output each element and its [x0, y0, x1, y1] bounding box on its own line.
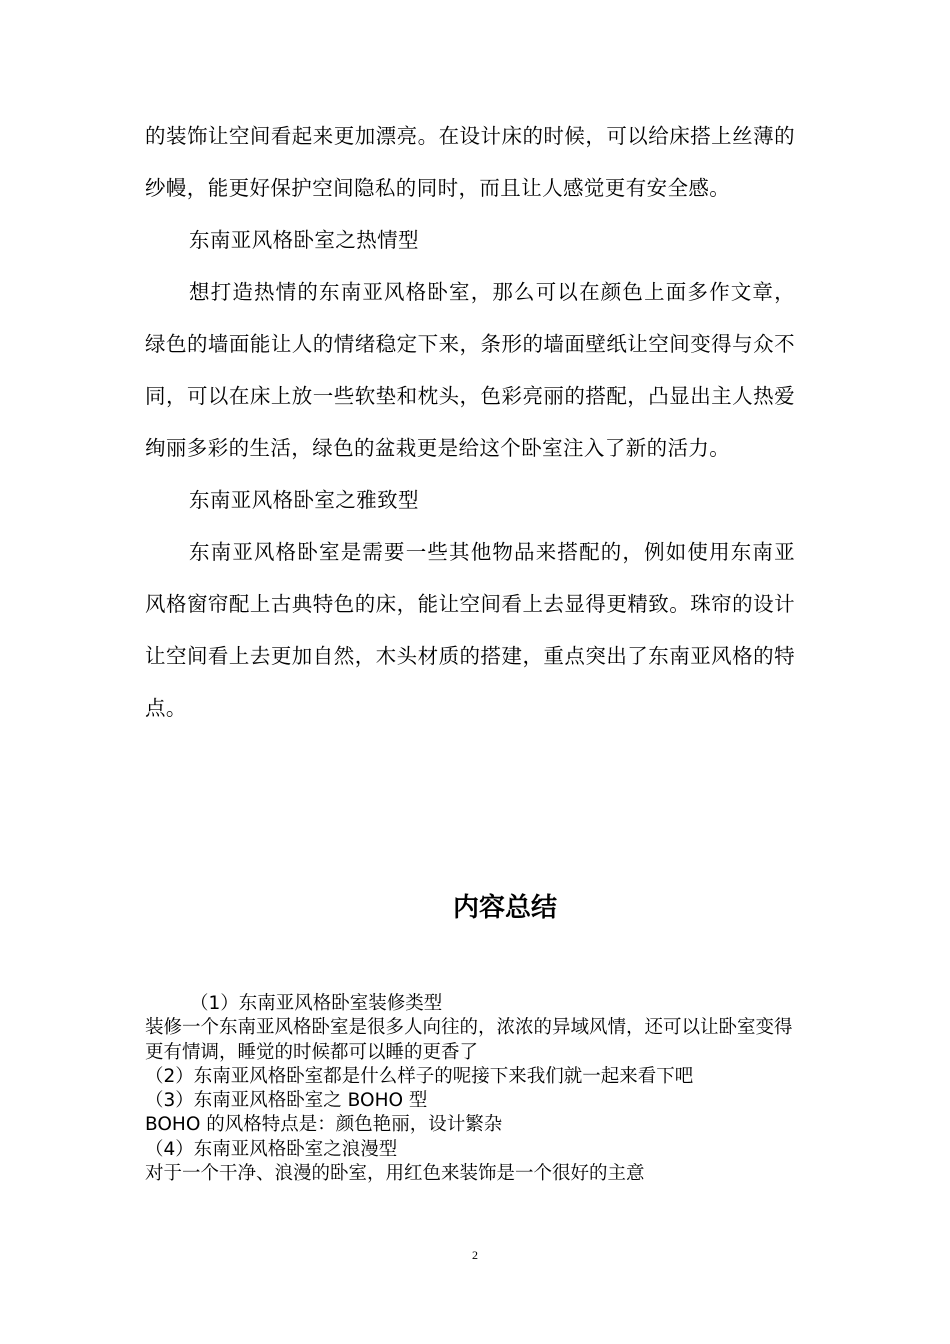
summary-line: （3）东南亚风格卧室之 BOHO 型	[145, 1090, 428, 1112]
summary-line: 对于一个干净、浪漫的卧室，用红色来装饰是一个很好的主意	[145, 1163, 645, 1185]
summary-line: （1）东南亚风格卧室装修类型	[190, 993, 443, 1014]
page-number: 2	[472, 1248, 478, 1262]
summary-line: 装修一个东南亚风格卧室是很多人向往的，浓浓的异域风情，还可以让卧室变得更有情调，睡觉的时候都可以睡的更香了	[145, 1017, 793, 1063]
summary-line: （2）东南亚风格卧室都是什么样子的呢接下来我们就一起来看下吧	[145, 1065, 694, 1087]
heading-passionate-style: 东南亚风格卧室之热情型	[189, 228, 419, 252]
paragraph-elegant-style: 东南亚风格卧室是需要一些其他物品来搭配的，例如使用东南亚风格窗帘配上古典特色的床，能让空间看上去显得更精致。珠帘的设计让空间看上去更加自然，木头材质的搭建，重点突出了东南亚风格的特点。	[145, 540, 795, 720]
summary-list	[145, 992, 805, 1186]
summary-title: 内容总结	[452, 893, 557, 923]
body-section	[145, 110, 795, 734]
paragraph-bed-decoration: 的装饰让空间看起来更加漂亮。在设计床的时候，可以给床搭上丝薄的纱幔，能更好保护空间隐私的同时，而且让人感觉更有安全感。	[145, 124, 795, 200]
paragraph-passionate-style: 想打造热情的东南亚风格卧室，那么可以在颜色上面多作文章，绿色的墙面能让人的情绪稳定下来，条形的墙面壁纸让空间变得与众不同，可以在床上放一些软垫和枕头，色彩亮丽的搭配，凸显出主人热爱绚丽多彩的生活，绿色的盆栽更是给这个卧室注入了新的活力。	[145, 280, 795, 460]
summary-line: （4）东南亚风格卧室之浪漫型	[145, 1138, 398, 1160]
heading-elegant-style: 东南亚风格卧室之雅致型	[189, 488, 419, 512]
summary-line: BOHO 的风格特点是：颜色艳丽，设计繁杂	[145, 1114, 503, 1136]
